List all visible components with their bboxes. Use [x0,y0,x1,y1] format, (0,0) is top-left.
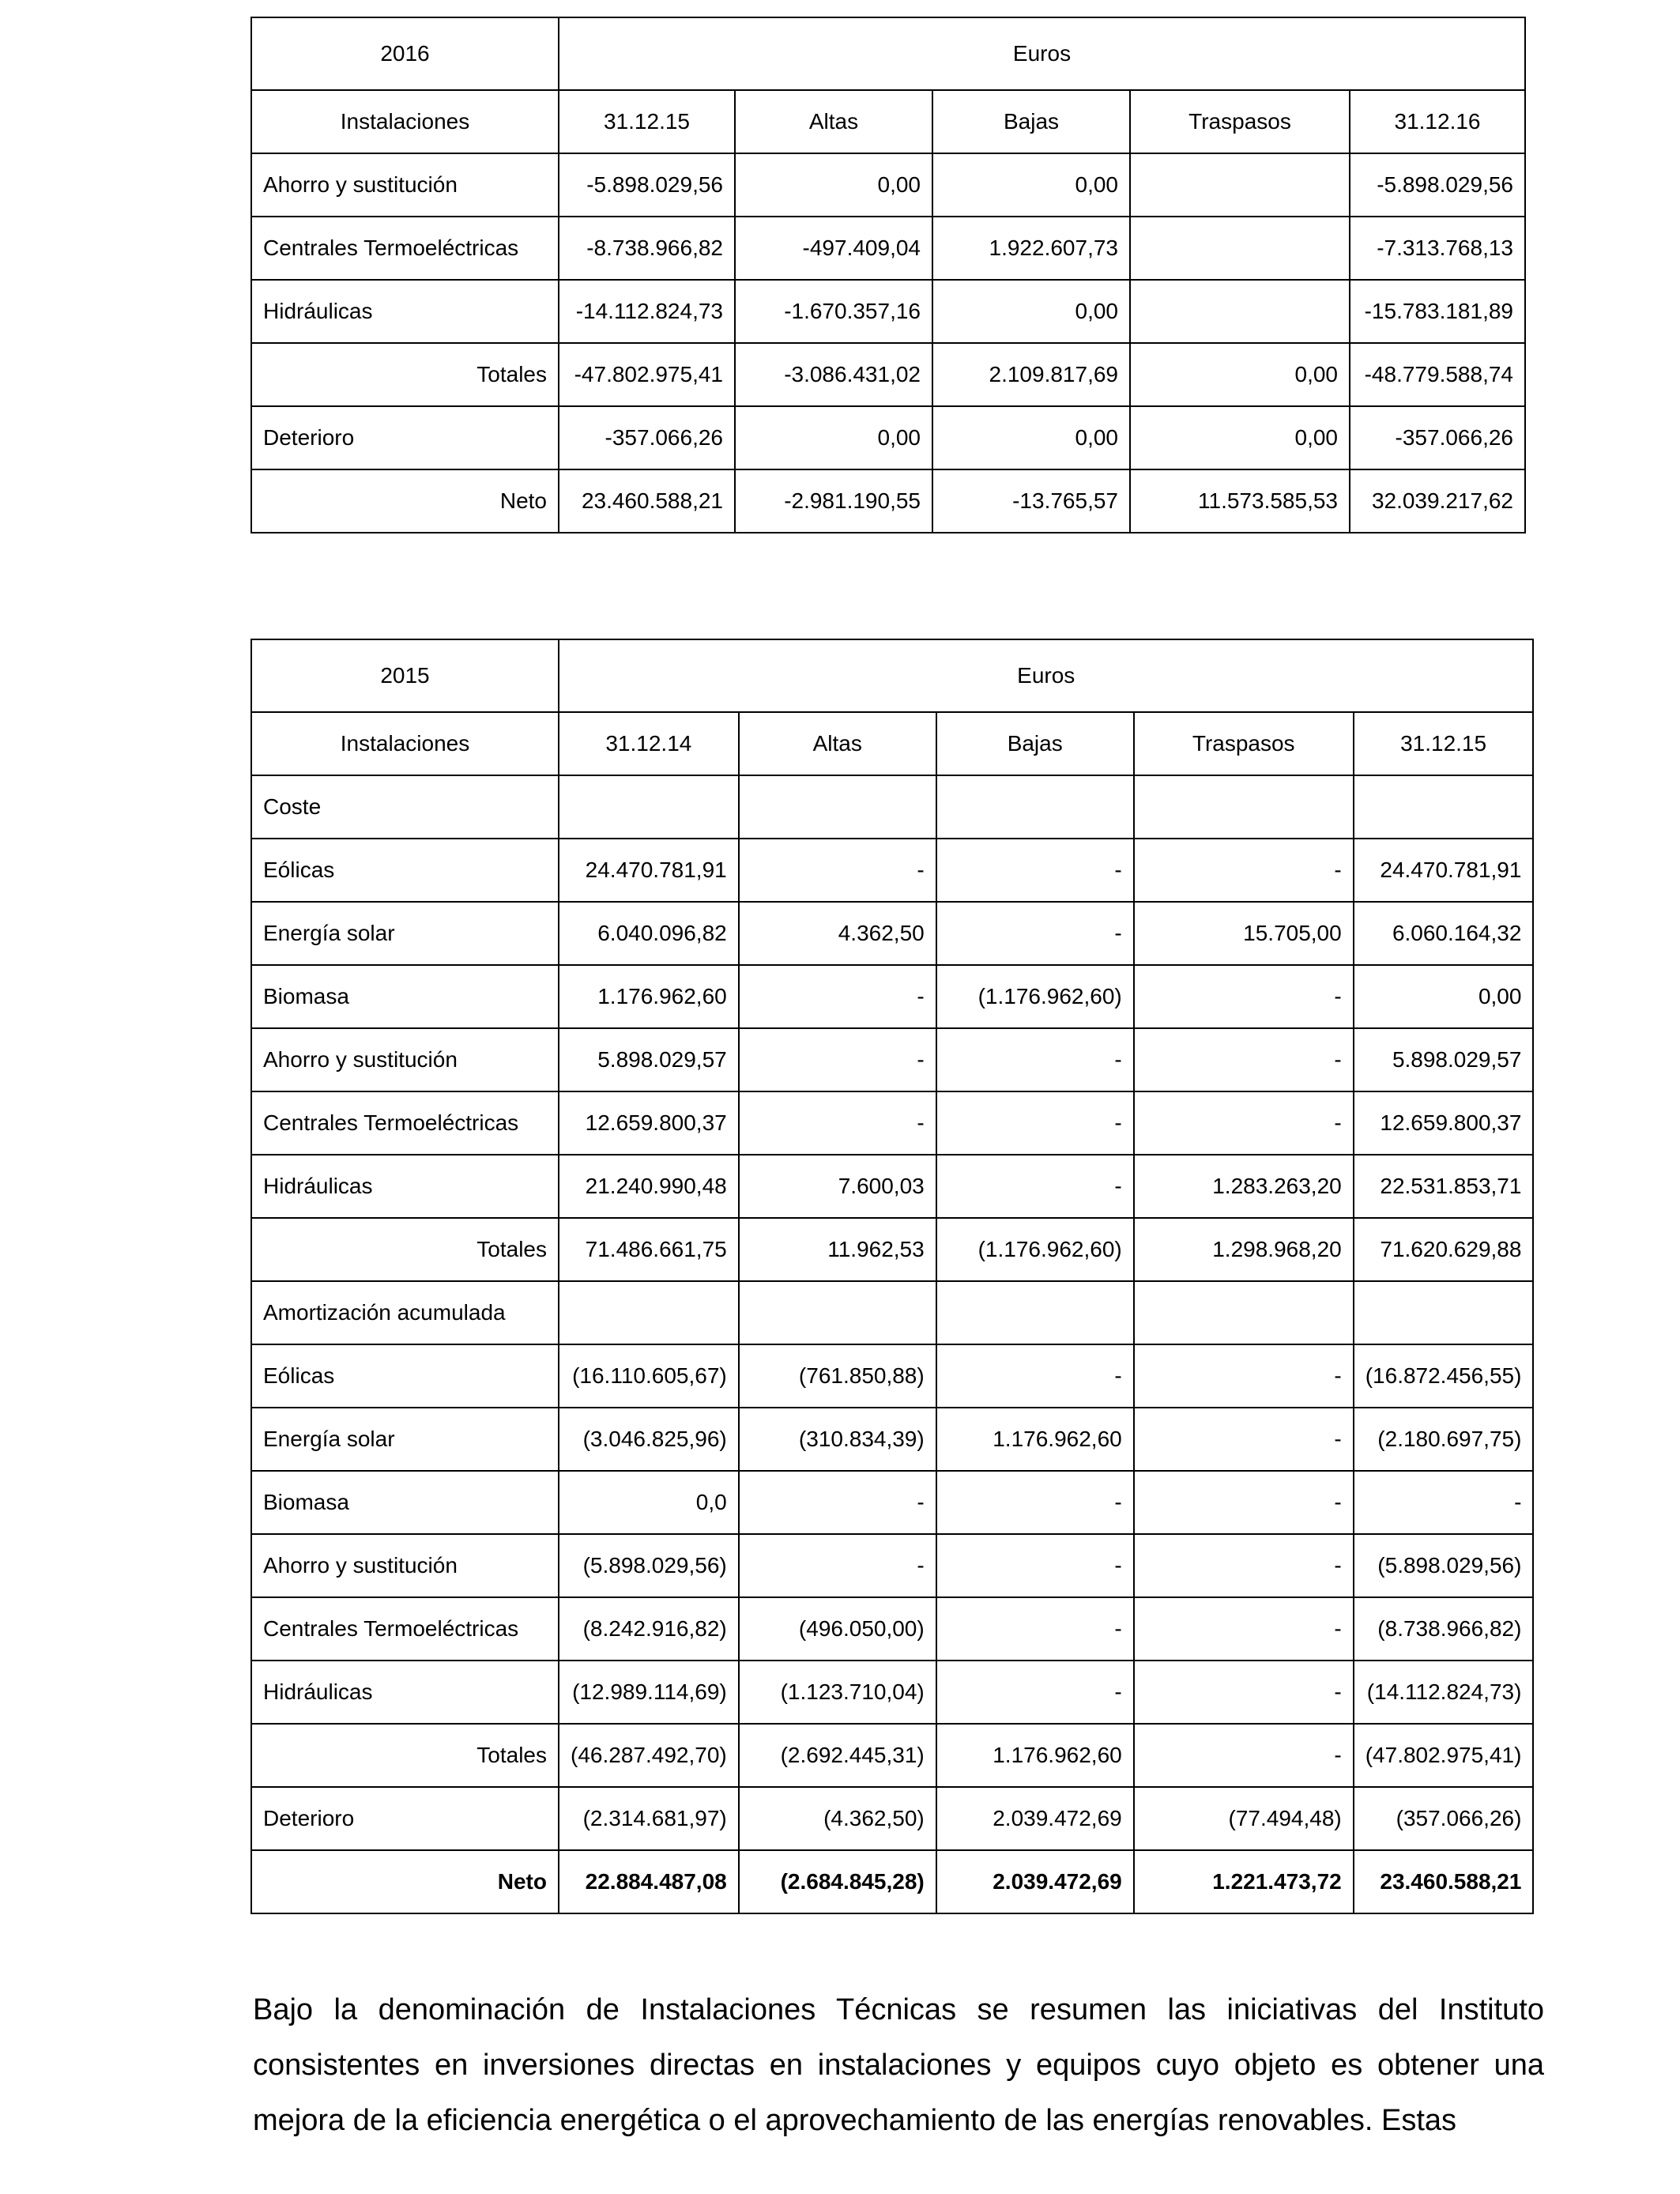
column-header: 31.12.15 [559,90,735,153]
value-cell: 1.176.962,60 [559,965,739,1028]
table-row [251,406,1525,469]
value-cell [1130,153,1350,217]
value-cell: (1.123.710,04) [739,1661,936,1724]
value-cell: 0,00 [735,153,932,217]
table-row [251,1344,1533,1408]
row-label: Biomasa [251,965,559,1028]
value-cell: 4.362,50 [739,902,936,965]
value-cell: 0,00 [735,406,932,469]
value-cell: 5.898.029,57 [1354,1028,1534,1091]
table-row [251,1091,1533,1155]
value-cell: (1.176.962,60) [936,1218,1134,1281]
table-2015 [250,639,1534,1914]
value-cell: - [1354,1471,1534,1534]
value-cell: 6.060.164,32 [1354,902,1534,965]
value-cell: - [936,839,1134,902]
value-cell: (8.242.916,82) [559,1597,739,1661]
column-header: 31.12.16 [1350,90,1525,153]
row-label: Hidráulicas [251,1155,559,1218]
row-label: Ahorro y sustitución [251,1534,559,1597]
row-label: Centrales Termoeléctricas [251,217,559,280]
value-cell: (47.802.975,41) [1354,1724,1534,1787]
value-cell: - [1134,1091,1354,1155]
value-cell: (77.494,48) [1134,1787,1354,1850]
value-cell: - [1134,965,1354,1028]
column-header: Bajas [936,712,1134,775]
column-header: 31.12.14 [559,712,739,775]
value-cell: - [936,1344,1134,1408]
value-cell: (5.898.029,56) [559,1534,739,1597]
row-label: Totales [251,1218,559,1281]
column-header: Traspasos [1134,712,1354,775]
table-2016 [250,17,1526,533]
value-cell: 15.705,00 [1134,902,1354,965]
column-header: Altas [735,90,932,153]
table-row [251,1787,1533,1850]
row-label: Hidráulicas [251,280,559,343]
value-cell: 32.039.217,62 [1350,469,1525,533]
value-cell: 0,00 [1354,965,1534,1028]
value-cell: 23.460.588,21 [1354,1850,1534,1913]
value-cell: 1.922.607,73 [932,217,1130,280]
value-cell: 1.221.473,72 [1134,1850,1354,1913]
value-cell: 0,00 [932,406,1130,469]
value-cell: - [936,1028,1134,1091]
value-cell: - [936,1091,1134,1155]
value-cell: - [936,902,1134,965]
table-row [251,1850,1533,1913]
row-label: Energía solar [251,902,559,965]
value-cell: (16.110.605,67) [559,1344,739,1408]
value-cell: (496.050,00) [739,1597,936,1661]
value-cell: -48.779.588,74 [1350,343,1525,406]
value-cell: - [1134,1028,1354,1091]
value-cell: (1.176.962,60) [936,965,1134,1028]
year-cell: 2015 [251,639,559,712]
column-header: Instalaciones [251,90,559,153]
row-label: Amortización acumulada [251,1281,559,1344]
value-cell: 2.109.817,69 [932,343,1130,406]
table-row [251,1281,1533,1344]
value-cell: -5.898.029,56 [559,153,735,217]
value-cell: - [739,1091,936,1155]
value-cell: (8.738.966,82) [1354,1597,1534,1661]
value-cell: -8.738.966,82 [559,217,735,280]
table-column-header-row [251,712,1533,775]
value-cell: 21.240.990,48 [559,1155,739,1218]
value-cell: - [1134,1661,1354,1724]
row-label: Coste [251,775,559,839]
table-row [251,1534,1533,1597]
value-cell: - [936,1534,1134,1597]
value-cell: - [936,1471,1134,1534]
table-row [251,469,1525,533]
value-cell: (16.872.456,55) [1354,1344,1534,1408]
value-cell: - [1134,1724,1354,1787]
value-cell: -15.783.181,89 [1350,280,1525,343]
column-header: 31.12.15 [1354,712,1534,775]
value-cell: 23.460.588,21 [559,469,735,533]
row-label: Neto [251,1850,559,1913]
value-cell: - [1134,839,1354,902]
value-cell: -1.670.357,16 [735,280,932,343]
value-cell [559,1281,739,1344]
value-cell: - [936,1155,1134,1218]
value-cell [1134,775,1354,839]
value-cell: - [739,839,936,902]
value-cell: -2.981.190,55 [735,469,932,533]
table-row [251,1218,1533,1281]
table-row [251,1724,1533,1787]
value-cell: (2.692.445,31) [739,1724,936,1787]
value-cell: 1.176.962,60 [936,1724,1134,1787]
value-cell: (2.314.681,97) [559,1787,739,1850]
value-cell: 24.470.781,91 [559,839,739,902]
table-row [251,902,1533,965]
value-cell: -357.066,26 [559,406,735,469]
value-cell: 0,00 [1130,406,1350,469]
value-cell: -47.802.975,41 [559,343,735,406]
row-label: Energía solar [251,1408,559,1471]
table-year-header-row [251,639,1533,712]
table-row [251,280,1525,343]
value-cell: - [1134,1534,1354,1597]
row-label: Centrales Termoeléctricas [251,1597,559,1661]
column-header: Bajas [932,90,1130,153]
value-cell: (5.898.029,56) [1354,1534,1534,1597]
row-label: Hidráulicas [251,1661,559,1724]
value-cell [936,1281,1134,1344]
table-row [251,217,1525,280]
table-row [251,1597,1533,1661]
value-cell: 7.600,03 [739,1155,936,1218]
value-cell: -13.765,57 [932,469,1130,533]
value-cell [1134,1281,1354,1344]
value-cell [1354,1281,1534,1344]
row-label: Totales [251,1724,559,1787]
value-cell: 1.298.968,20 [1134,1218,1354,1281]
value-cell: -7.313.768,13 [1350,217,1525,280]
value-cell: 22.531.853,71 [1354,1155,1534,1218]
row-label: Eólicas [251,839,559,902]
row-label: Ahorro y sustitución [251,153,559,217]
value-cell: - [739,1534,936,1597]
value-cell: (310.834,39) [739,1408,936,1471]
value-cell: 71.486.661,75 [559,1218,739,1281]
value-cell: (12.989.114,69) [559,1661,739,1724]
value-cell: 2.039.472,69 [936,1787,1134,1850]
value-cell: 22.884.487,08 [559,1850,739,1913]
value-cell [739,775,936,839]
value-cell: (46.287.492,70) [559,1724,739,1787]
value-cell: - [739,965,936,1028]
value-cell: (2.684.845,28) [739,1850,936,1913]
value-cell: - [739,1028,936,1091]
value-cell: -357.066,26 [1350,406,1525,469]
value-cell [739,1281,936,1344]
row-label: Deterioro [251,406,559,469]
table-row [251,1471,1533,1534]
value-cell: -3.086.431,02 [735,343,932,406]
row-label: Eólicas [251,1344,559,1408]
column-header: Altas [739,712,936,775]
value-cell: 0,00 [1130,343,1350,406]
table-row [251,1028,1533,1091]
table-row [251,775,1533,839]
table-row [251,1661,1533,1724]
currency-cell: Euros [559,639,1533,712]
value-cell: - [1134,1408,1354,1471]
value-cell: -14.112.824,73 [559,280,735,343]
table-row [251,1155,1533,1218]
row-label: Biomasa [251,1471,559,1534]
table-row [251,343,1525,406]
value-cell: - [936,1661,1134,1724]
value-cell: 24.470.781,91 [1354,839,1534,902]
value-cell: -5.898.029,56 [1350,153,1525,217]
row-label: Totales [251,343,559,406]
value-cell: - [739,1471,936,1534]
column-header: Traspasos [1130,90,1350,153]
body-paragraph: Bajo la denominación de Instalaciones Técnicas se resumen las iniciativas del Instituto consistentes en inversiones directas en instalaciones y equipos cuyo objeto es obtener una mejora de la eficiencia energética o el aprovechamiento de las energías renovables. Estas [253,1993,1544,2137]
value-cell: (357.066,26) [1354,1787,1534,1850]
value-cell: 11.962,53 [739,1218,936,1281]
value-cell: (4.362,50) [739,1787,936,1850]
value-cell: - [936,1597,1134,1661]
row-label: Ahorro y sustitución [251,1028,559,1091]
value-cell: 2.039.472,69 [936,1850,1134,1913]
value-cell [559,775,739,839]
value-cell [1130,217,1350,280]
value-cell: 71.620.629,88 [1354,1218,1534,1281]
year-cell: 2016 [251,17,559,90]
column-header: Instalaciones [251,712,559,775]
value-cell: - [1134,1344,1354,1408]
value-cell [1130,280,1350,343]
value-cell: 12.659.800,37 [1354,1091,1534,1155]
table-row [251,153,1525,217]
value-cell: 6.040.096,82 [559,902,739,965]
table-year-header-row [251,17,1525,90]
value-cell [936,775,1134,839]
value-cell: 0,0 [559,1471,739,1534]
row-label: Deterioro [251,1787,559,1850]
value-cell: (2.180.697,75) [1354,1408,1534,1471]
value-cell: (14.112.824,73) [1354,1661,1534,1724]
value-cell: 12.659.800,37 [559,1091,739,1155]
value-cell: - [1134,1471,1354,1534]
value-cell: -497.409,04 [735,217,932,280]
row-label: Neto [251,469,559,533]
value-cell: 11.573.585,53 [1130,469,1350,533]
row-label: Centrales Termoeléctricas [251,1091,559,1155]
value-cell: - [1134,1597,1354,1661]
table-column-header-row [251,90,1525,153]
value-cell: (3.046.825,96) [559,1408,739,1471]
value-cell [1354,775,1534,839]
value-cell: (761.850,88) [739,1344,936,1408]
value-cell: 0,00 [932,280,1130,343]
currency-cell: Euros [559,17,1525,90]
value-cell: 0,00 [932,153,1130,217]
table-row [251,1408,1533,1471]
value-cell: 1.283.263,20 [1134,1155,1354,1218]
value-cell: 5.898.029,57 [559,1028,739,1091]
table-row [251,839,1533,902]
table-row [251,965,1533,1028]
value-cell: 1.176.962,60 [936,1408,1134,1471]
